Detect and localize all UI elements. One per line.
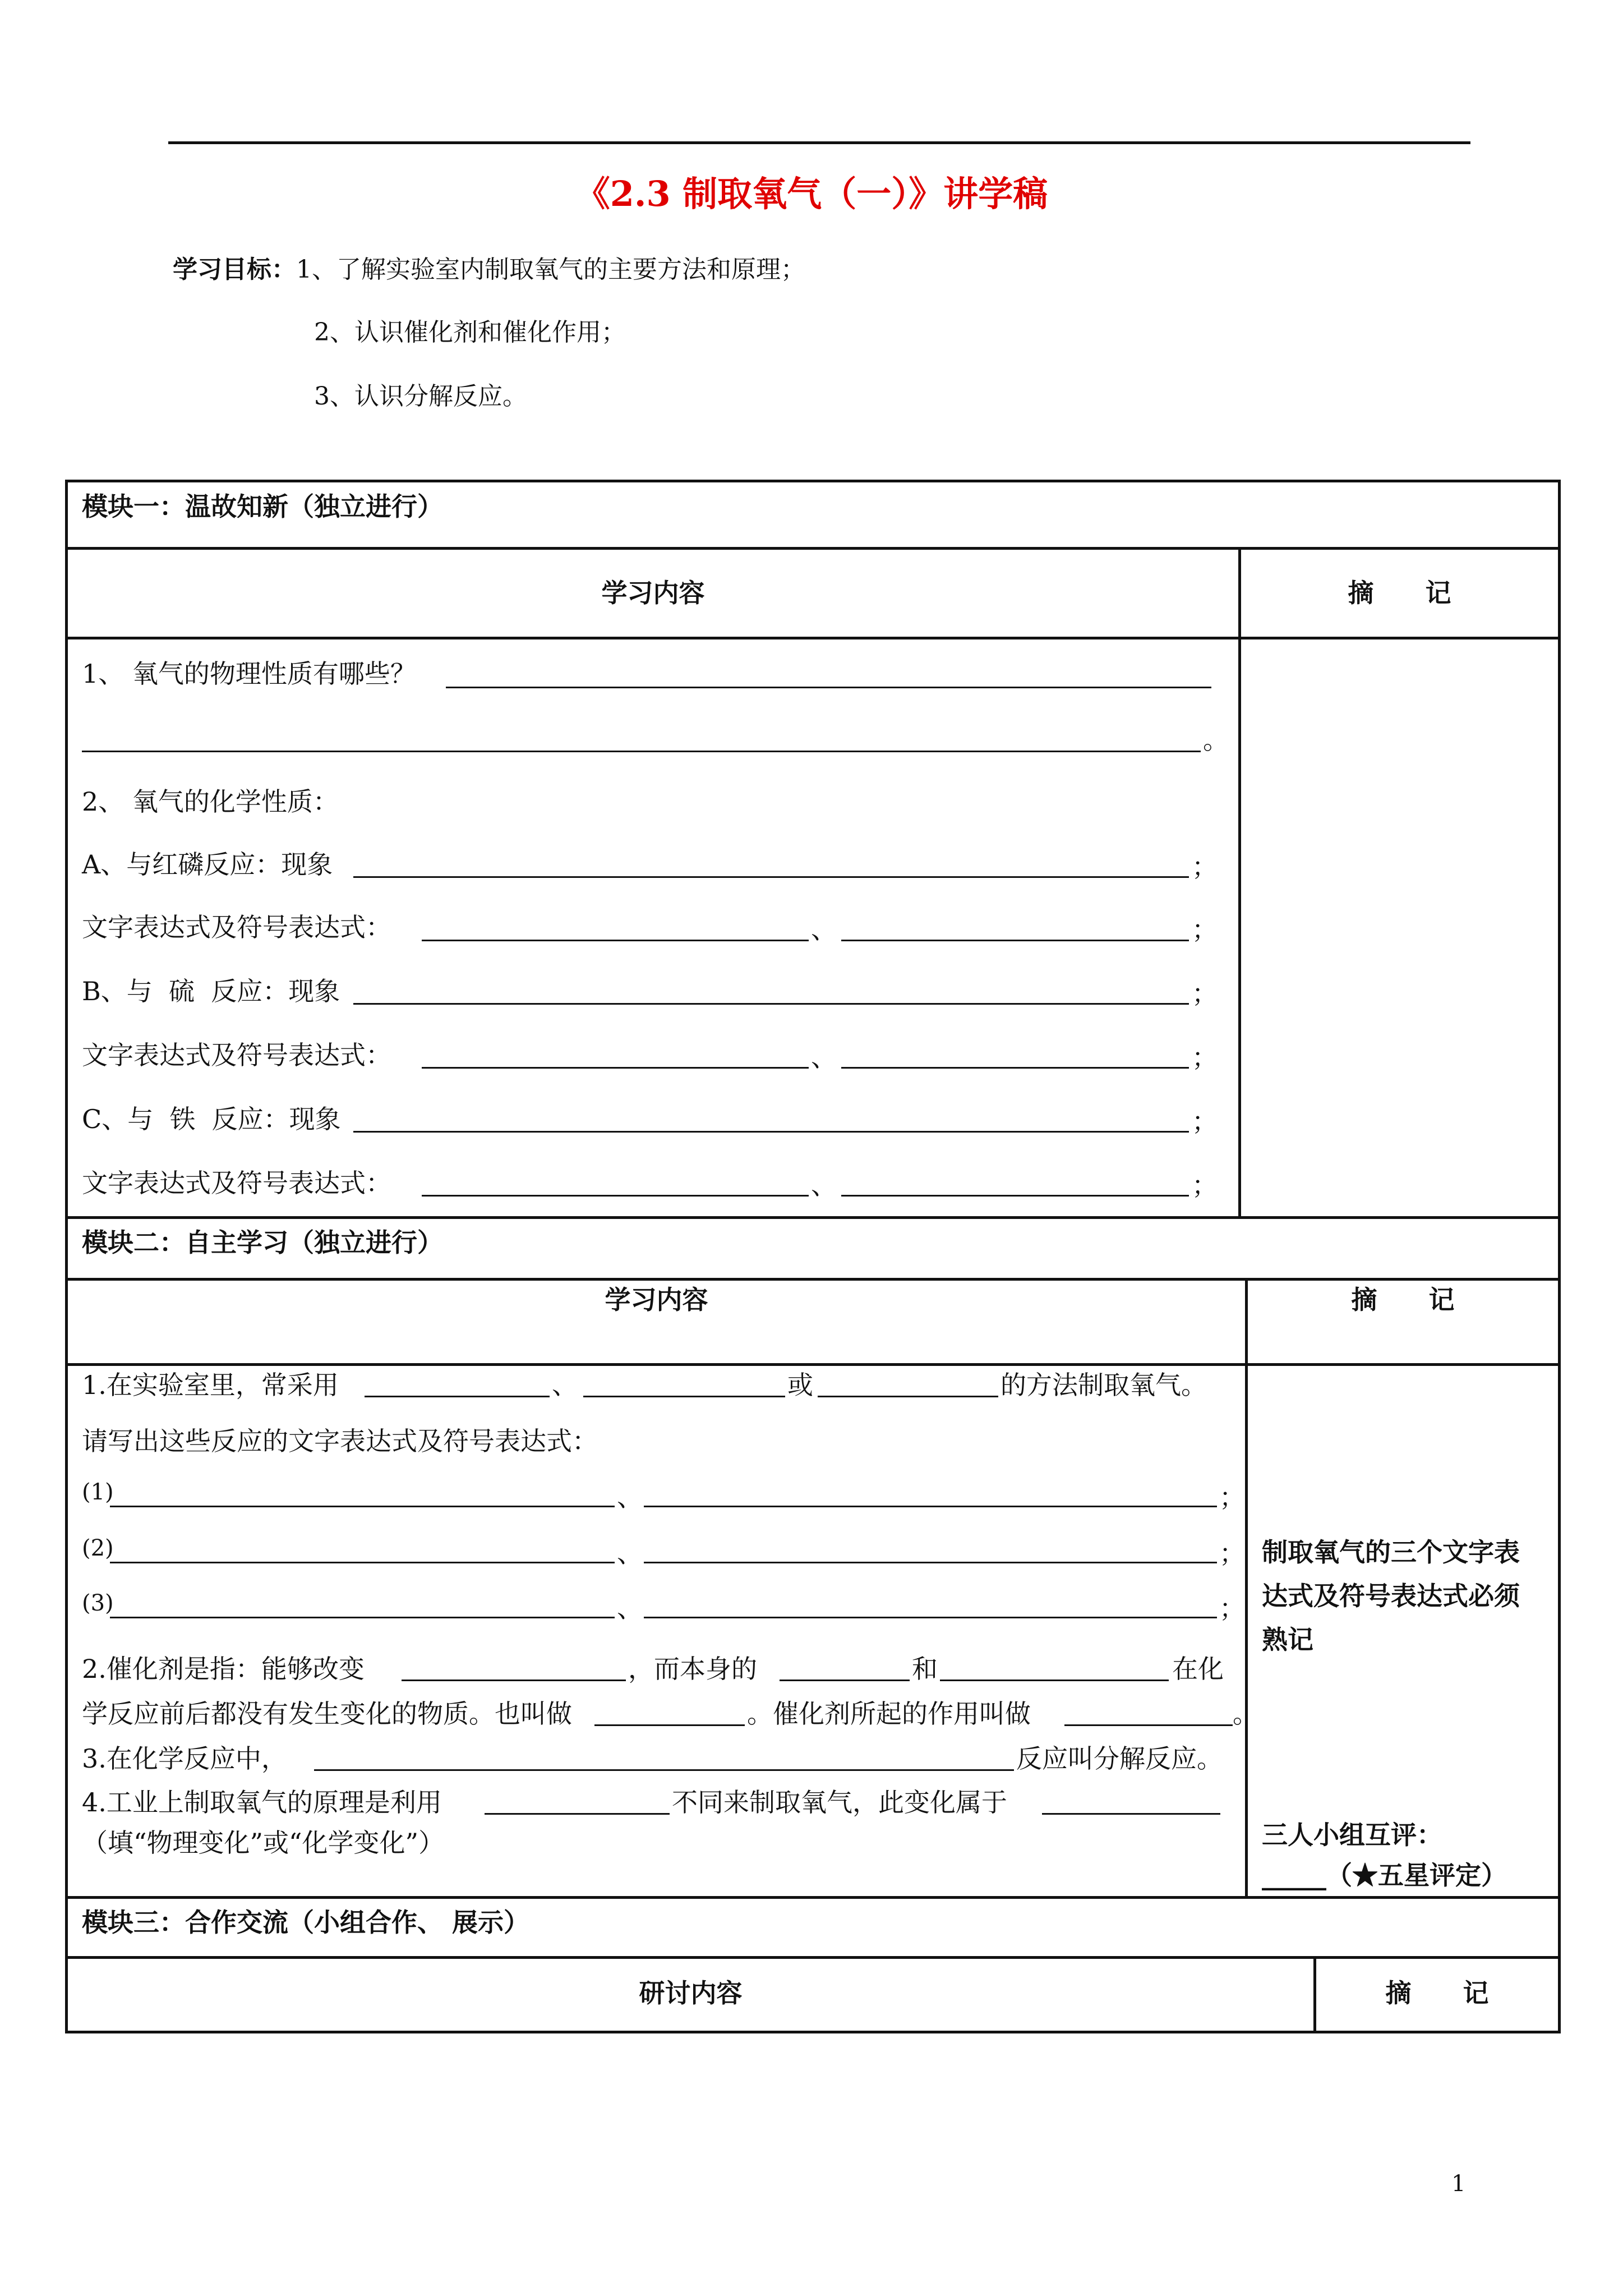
module3-content-header: 研讨内容 bbox=[639, 1978, 743, 2008]
m1-semicolon: ； bbox=[1192, 978, 1218, 1009]
m2-q2-b: ，而本身的 bbox=[628, 1654, 757, 1684]
objectives-label: 学习目标： bbox=[173, 255, 296, 284]
m2-q3-a: 3.在化学反应中， bbox=[82, 1743, 287, 1774]
objective-item: 2、认识催化剂和催化作用； bbox=[314, 318, 626, 347]
m1-q1-blank[interactable] bbox=[446, 687, 1211, 688]
module1-notes-header: 摘 记 bbox=[1348, 578, 1451, 608]
m2-q4-a: 4.工业上制取氧气的原理是利用 bbox=[82, 1787, 442, 1818]
m2-q2-g: 。 bbox=[1233, 1699, 1258, 1729]
m2-sep: 、 bbox=[617, 1593, 643, 1623]
m2-q4-blank-2[interactable] bbox=[1042, 1813, 1220, 1815]
row-divider bbox=[65, 1956, 1561, 1959]
m2-item-label: (2) bbox=[82, 1535, 114, 1561]
table-top-border bbox=[65, 480, 1561, 482]
m1-semicolon: ； bbox=[1192, 852, 1218, 882]
m2-q1-prefix: 1.在实验室里，常采用 bbox=[82, 1370, 339, 1400]
m2-q3-b: 反应叫分解反应。 bbox=[1016, 1743, 1223, 1774]
module3-notes-header: 摘 记 bbox=[1385, 1978, 1489, 2008]
m1-sep: 、 bbox=[811, 1170, 837, 1200]
m2-q2-blank-4[interactable] bbox=[594, 1724, 745, 1726]
m2-item1-word-blank[interactable] bbox=[110, 1506, 615, 1507]
m2-item3-word-blank[interactable] bbox=[110, 1617, 615, 1618]
m2-item2-symbol-blank[interactable] bbox=[644, 1562, 1217, 1563]
m2-q2-f: 。催化剂所起的作用叫做 bbox=[747, 1699, 1031, 1729]
module2-title: 模块二：自主学习（独立进行） bbox=[82, 1227, 443, 1258]
m2-q1-suffix: 的方法制取氧气。 bbox=[1000, 1370, 1207, 1400]
m2-q2-e: 学反应前后都没有发生变化的物质。也叫做 bbox=[82, 1699, 572, 1729]
m1-sep: 、 bbox=[811, 914, 837, 945]
page-title: 《2.3 制取氧气（一）》讲学稿 bbox=[575, 173, 1048, 214]
m2-semicolon: ； bbox=[1219, 1538, 1245, 1568]
m1-sep: 、 bbox=[811, 1042, 837, 1073]
m1-q1-blank-2[interactable] bbox=[82, 751, 1201, 752]
m2-item-label: (3) bbox=[82, 1590, 114, 1616]
m2-semicolon: ； bbox=[1219, 1482, 1245, 1512]
m2-q1-sep: 、 bbox=[552, 1370, 578, 1400]
module2-content-header: 学习内容 bbox=[605, 1285, 708, 1315]
m2-item2-word-blank[interactable] bbox=[110, 1562, 615, 1563]
m2-q2-a: 2.催化剂是指：能够改变 bbox=[82, 1654, 365, 1684]
m1-c-symbol-expr-blank[interactable] bbox=[841, 1195, 1189, 1197]
header-rule bbox=[168, 141, 1470, 144]
objectives-line-1 bbox=[173, 249, 805, 285]
m1-semicolon: ； bbox=[1192, 914, 1218, 945]
m2-q2-c: 和 bbox=[912, 1654, 938, 1684]
m1-a-expr-label: 文字表达式及符号表达式： bbox=[82, 912, 391, 942]
m1-b-label: B、与 硫 反应：现象 bbox=[82, 976, 340, 1006]
m1-a-phenomenon-blank[interactable] bbox=[353, 876, 1189, 878]
m1-c-label: C、与 铁 反应：现象 bbox=[82, 1104, 341, 1134]
m2-q2-blank-2[interactable] bbox=[780, 1680, 910, 1681]
m2-q2-blank-5[interactable] bbox=[1064, 1724, 1233, 1726]
m2-memo-note: 制取氧气的三个文字表达式及符号表达式必须熟记 bbox=[1262, 1537, 1520, 1655]
table-bottom-border bbox=[65, 2031, 1561, 2033]
column-divider bbox=[1245, 1278, 1248, 1896]
table-left-border bbox=[65, 480, 68, 2033]
m2-item1-symbol-blank[interactable] bbox=[644, 1506, 1217, 1507]
m1-q1-text: 1、 氧气的物理性质有哪些？ bbox=[82, 659, 416, 689]
m1-c-expr-label: 文字表达式及符号表达式： bbox=[82, 1168, 391, 1198]
module2-notes-header: 摘 记 bbox=[1351, 1285, 1455, 1315]
m2-q4-b: 不同来制取氧气，此变化属于 bbox=[672, 1787, 1007, 1818]
m1-b-symbol-expr-blank[interactable] bbox=[841, 1067, 1189, 1069]
column-divider bbox=[1238, 547, 1241, 1216]
m2-sep: 、 bbox=[617, 1538, 643, 1568]
row-divider bbox=[65, 547, 1561, 550]
m2-review-label: 三人小组互评： bbox=[1262, 1820, 1442, 1850]
module1-title: 模块一：温故知新（独立进行） bbox=[82, 491, 443, 522]
m2-item3-symbol-blank[interactable] bbox=[644, 1617, 1217, 1618]
row-divider bbox=[65, 1896, 1561, 1899]
module3-title: 模块三：合作交流（小组合作、 展示） bbox=[82, 1907, 530, 1938]
m1-c-word-expr-blank[interactable] bbox=[422, 1195, 809, 1197]
m1-q1-end: 。 bbox=[1203, 725, 1229, 755]
objective-item: 1、了解实验室内制取氧气的主要方法和原理； bbox=[296, 255, 805, 284]
m2-q4-c: （填“物理变化”或“化学变化”） bbox=[82, 1828, 445, 1858]
row-divider bbox=[65, 1278, 1561, 1281]
m2-q4-blank-1[interactable] bbox=[485, 1813, 670, 1815]
m1-q2-text: 2、 氧气的化学性质： bbox=[82, 786, 339, 817]
m2-sep: 、 bbox=[617, 1482, 643, 1512]
m2-q2-blank-3[interactable] bbox=[940, 1680, 1169, 1681]
row-divider bbox=[65, 637, 1561, 639]
m1-a-label: A、与红磷反应：现象 bbox=[82, 849, 333, 880]
row-divider bbox=[65, 1363, 1561, 1366]
m1-semicolon: ； bbox=[1192, 1170, 1218, 1200]
m2-q2-blank-1[interactable] bbox=[402, 1680, 626, 1681]
module1-content-header: 学习内容 bbox=[601, 578, 705, 608]
m1-b-expr-label: 文字表达式及符号表达式： bbox=[82, 1040, 391, 1070]
objective-item: 3、认识分解反应。 bbox=[314, 382, 527, 411]
m1-semicolon: ； bbox=[1192, 1106, 1218, 1137]
m1-a-word-expr-blank[interactable] bbox=[422, 940, 809, 941]
m2-review-rating: _____（★五星评定） bbox=[1262, 1860, 1507, 1890]
m1-a-symbol-expr-blank[interactable] bbox=[841, 940, 1189, 941]
row-divider bbox=[65, 1216, 1561, 1219]
m1-b-word-expr-blank[interactable] bbox=[422, 1067, 809, 1069]
m2-q1-blank-3[interactable] bbox=[818, 1396, 998, 1397]
m2-q2-d: 在化 bbox=[1172, 1654, 1224, 1684]
m1-b-phenomenon-blank[interactable] bbox=[353, 1003, 1189, 1005]
m2-q3-blank[interactable] bbox=[314, 1769, 1014, 1771]
table-right-border bbox=[1558, 480, 1561, 2033]
m1-c-phenomenon-blank[interactable] bbox=[353, 1131, 1189, 1133]
m2-semicolon: ； bbox=[1219, 1593, 1245, 1623]
m2-item-label: (1) bbox=[82, 1479, 114, 1505]
m2-q1-or: 或 bbox=[787, 1370, 813, 1400]
m2-q1-blank-1[interactable] bbox=[365, 1396, 550, 1397]
m2-q1-blank-2[interactable] bbox=[583, 1396, 785, 1397]
m1-semicolon: ； bbox=[1192, 1042, 1218, 1073]
page-number: 1 bbox=[1451, 2171, 1466, 2197]
m2-q1-sub: 请写出这些反应的文字表达式及符号表达式： bbox=[82, 1426, 598, 1456]
